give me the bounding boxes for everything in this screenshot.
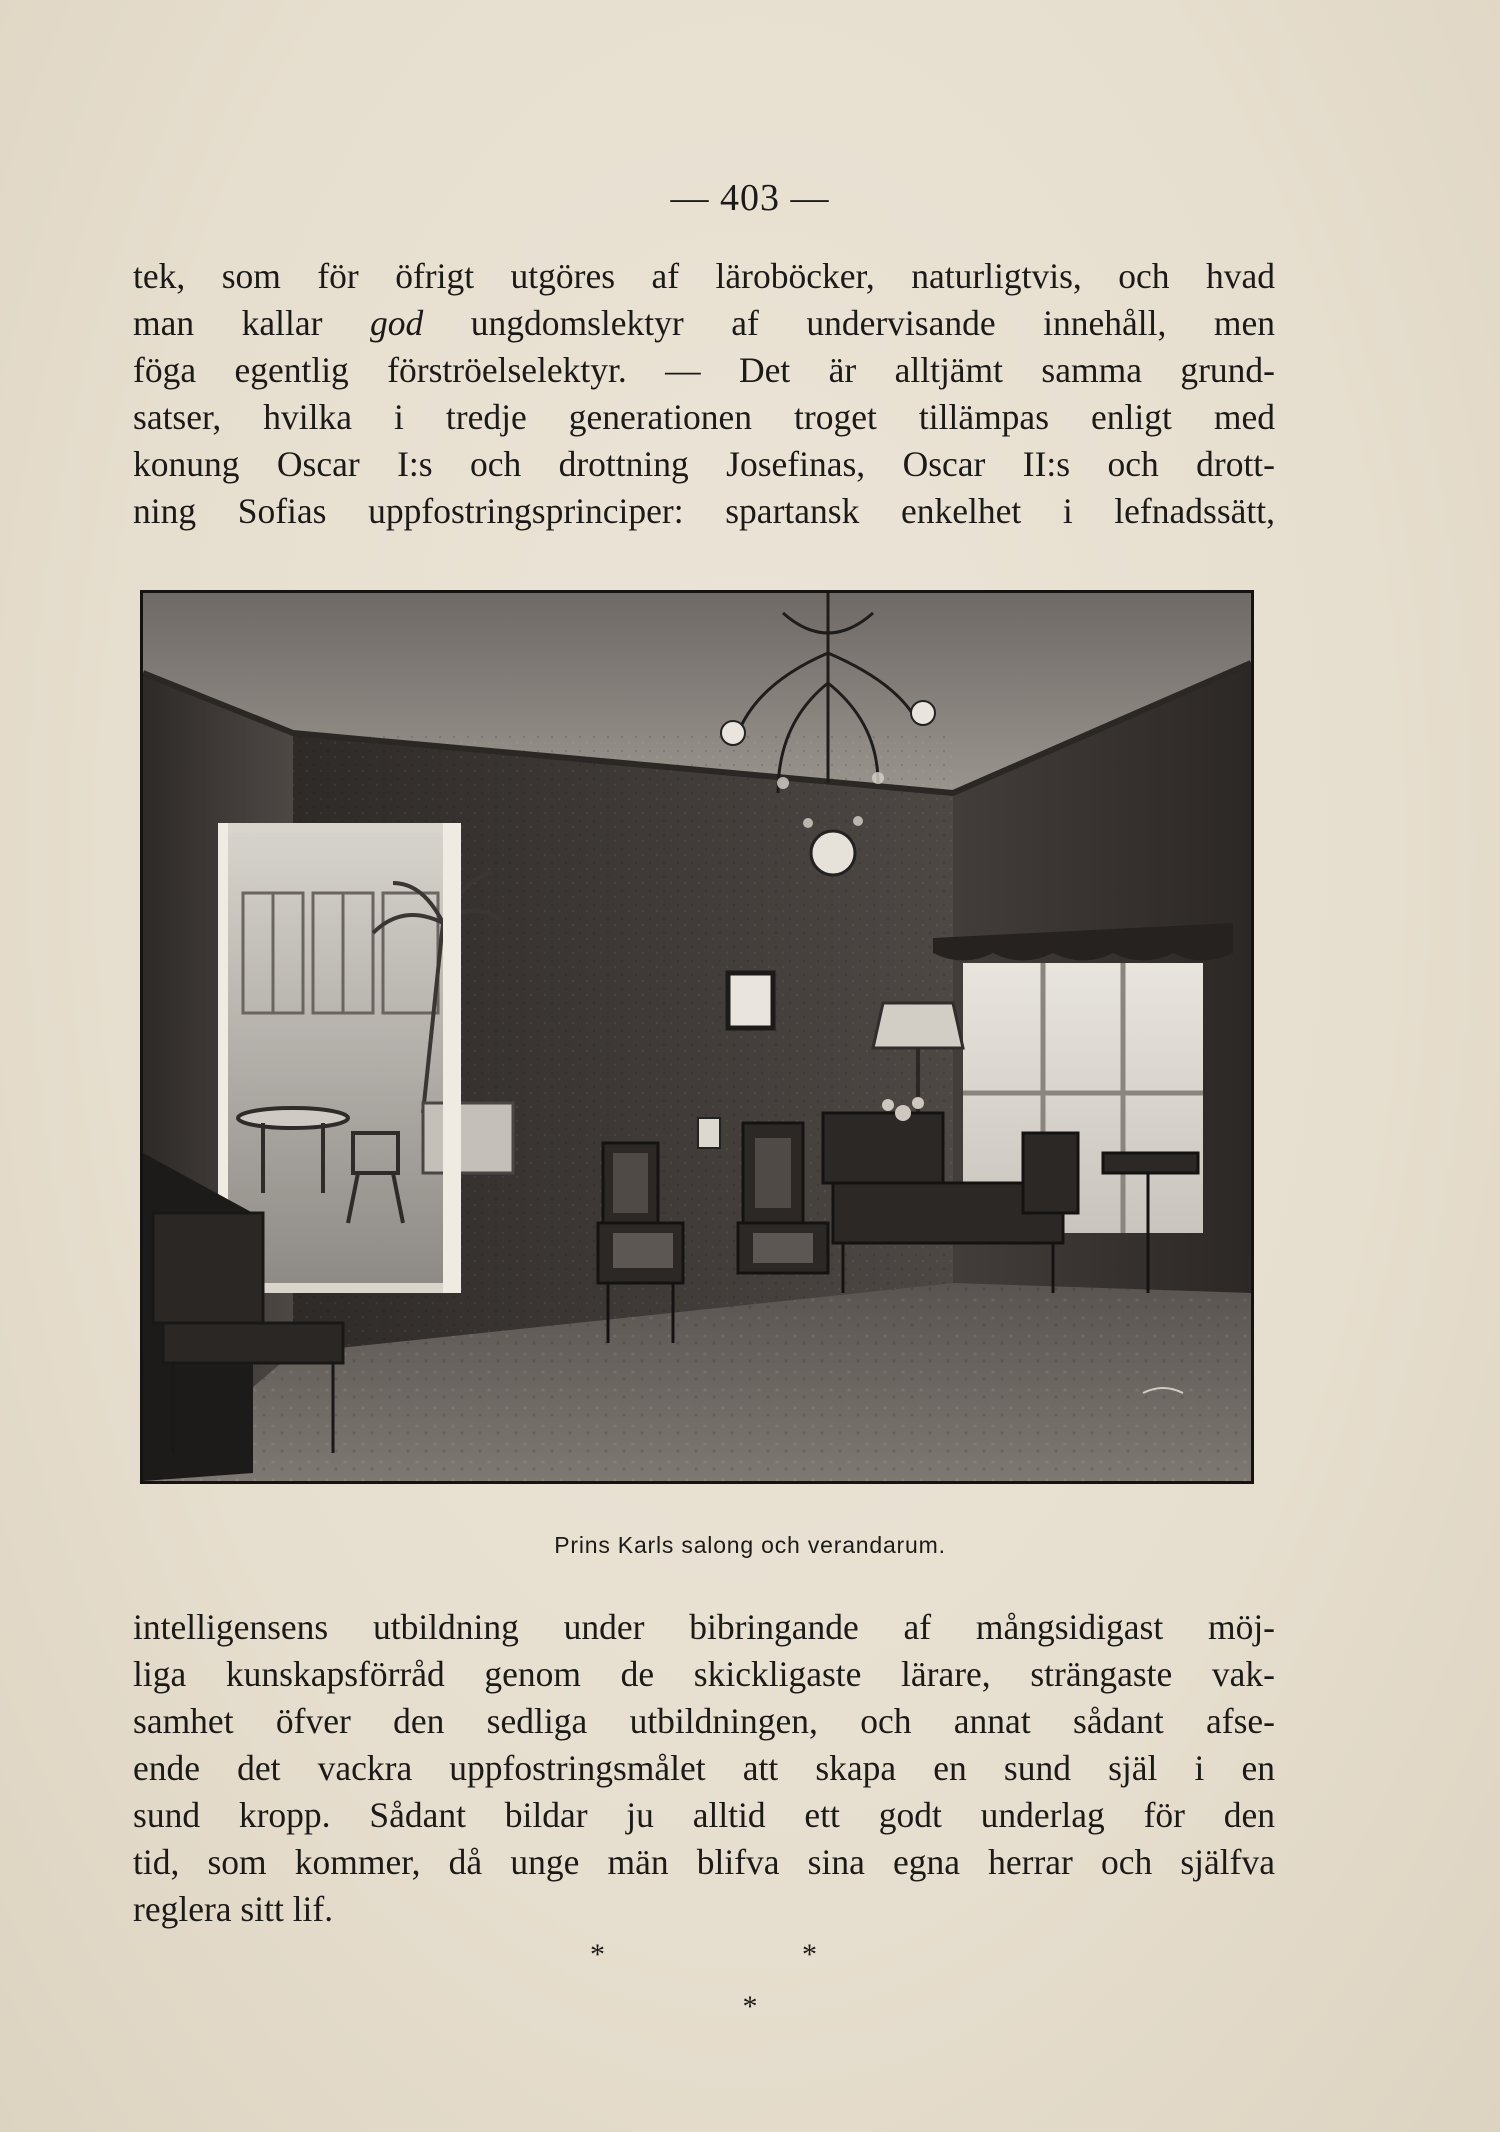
text-line: samhet öfver den sedliga utbildningen, och annat sådant afse- [133,1701,1275,1741]
text-line: tek, som för öfrigt utgöres af läroböcker, naturligtvis, och hvad [133,256,1275,296]
text-line: ende det vackra uppfostringsmålet att skapa en sund själ i en [133,1748,1275,1788]
text-line: liga kunskapsförråd genom de skickligaste lärare, strängaste vak- [133,1654,1275,1694]
text-line-with-italic [133,300,1275,347]
text-fragment: man kallar [133,303,370,343]
text-line: intelligensens utbildning under bibringande af mångsidigast möj- [133,1607,1275,1647]
italic-word: god [369,303,424,343]
asterisk-bottom: * [742,1990,758,2023]
salon-photograph [140,590,1254,1484]
text-line: sund kropp. Sådant bildar ju alltid ett godt underlag för den [133,1795,1275,1835]
text-line: satser, hvilka i tredje generationen troget tillämpas enligt med [133,397,1275,437]
asterisk-right: * [802,1938,817,1971]
photo-caption: Prins Karls salong och verandarum. [554,1532,946,1558]
text-fragment: ungdomslektyr af undervisande innehåll, men [423,303,1275,343]
asterisk-left: * [590,1938,605,1971]
bottom-paragraph [133,1604,1275,1933]
text-line: reglera sitt lif. [133,1889,334,1929]
page-number: — 403 — [670,177,830,219]
photograph-illustration [143,593,1251,1481]
text-line: konung Oscar I:s och drottning Josefinas, Oscar II:s och drott- [133,444,1275,484]
text-line: tid, som kommer, då unge män blifva sina egna herrar och själfva [133,1842,1275,1882]
top-paragraph [133,253,1275,535]
text-line: föga egentlig förströelselektyr. — Det är alltjämt samma grund- [133,350,1275,390]
text-line: ning Sofias uppfostringsprinciper: spartansk enkelhet i lefnadssätt, [133,491,1275,531]
